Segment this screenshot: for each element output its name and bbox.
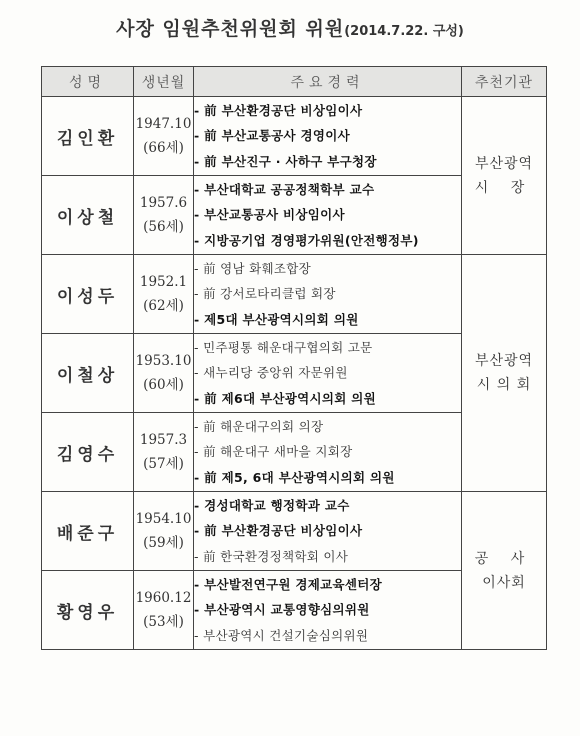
recommending-agency <box>462 492 547 650</box>
agency-line1: 부산광역 <box>474 353 534 369</box>
table-row <box>42 492 547 571</box>
member-career <box>194 492 462 571</box>
career-item: - 부산발전연구원 경제교육센터장 <box>194 576 383 592</box>
agency-line1: 공 사 <box>474 550 534 567</box>
header-name: 성명 <box>42 67 134 97</box>
member-name: 김영수 <box>42 413 134 492</box>
title-date: (2014.7.22. 구성) <box>344 24 464 39</box>
career-item: - 제5대 부산광역시의회 의원 <box>194 311 359 327</box>
member-birth <box>134 255 194 334</box>
member-career <box>194 413 462 492</box>
birth-date: 1957.6 <box>139 195 188 211</box>
birth-date: 1953.10 <box>135 353 192 369</box>
header-career: 주요경력 <box>194 67 462 97</box>
birth-date: 1957.3 <box>139 432 188 448</box>
career-item: - 경성대학교 행정학과 교수 <box>194 497 350 513</box>
member-name: 이상철 <box>42 176 134 255</box>
title-main: 사장 임원추천위원회 위원 <box>116 18 345 40</box>
career-item: - 前 제5, 6대 부산광역시의회 의원 <box>194 469 395 485</box>
career-item: - 前 강서로타리클럽 회장 <box>194 286 336 302</box>
member-career <box>194 571 462 650</box>
header-birth: 생년월 <box>134 67 194 97</box>
agency-line2: 이사회 <box>482 574 526 591</box>
committee-table <box>41 66 547 650</box>
member-age: (60세) <box>143 377 184 393</box>
career-item: - 민주평통 해운대구협의회 고문 <box>194 339 373 355</box>
career-item: - 지방공기업 경영평가위원(안전행정부) <box>194 232 419 248</box>
career-item: - 前 영남 화훼조합장 <box>194 260 312 276</box>
member-name: 황영우 <box>42 571 134 650</box>
header-row <box>42 67 547 97</box>
member-birth <box>134 492 194 571</box>
agency-line2: 시 의 회 <box>476 377 532 393</box>
member-age: (53세) <box>143 614 184 630</box>
birth-date: 1954.10 <box>135 511 192 527</box>
career-item: - 부산교통공사 비상임이사 <box>194 207 345 223</box>
member-career <box>194 97 462 176</box>
member-age: (66세) <box>143 140 184 156</box>
table-row <box>42 97 547 176</box>
member-name: 이성두 <box>42 255 134 334</box>
table-row <box>42 255 547 334</box>
member-name: 이철상 <box>42 334 134 413</box>
header-agency: 추천기관 <box>462 67 547 97</box>
member-birth <box>134 97 194 176</box>
career-item: - 前 한국환경정책학회 이사 <box>194 548 349 564</box>
member-age: (57세) <box>143 456 184 472</box>
career-item: - 前 부산진구 · 사하구 부구청장 <box>194 153 377 169</box>
member-age: (59세) <box>143 535 184 551</box>
member-birth <box>134 176 194 255</box>
career-item: - 새누리당 중앙위 자문위원 <box>194 365 348 381</box>
member-birth <box>134 571 194 650</box>
birth-date: 1952.1 <box>139 274 188 290</box>
career-item: - 前 제6대 부산광역시의회 의원 <box>194 390 377 406</box>
recommending-agency <box>462 255 547 492</box>
birth-date: 1947.10 <box>135 116 192 132</box>
career-item: - 前 부산환경공단 비상임이사 <box>194 523 363 539</box>
career-item: - 부산광역시 교통영향심의위원 <box>194 602 370 618</box>
agency-line1: 부산광역 <box>474 155 534 172</box>
birth-date: 1960.12 <box>135 590 192 606</box>
career-item: - 부산대학교 공공정책학부 교수 <box>194 181 375 197</box>
career-item: - 부산광역시 건설기술심의위원 <box>194 627 369 643</box>
member-name: 배준구 <box>42 492 134 571</box>
member-career <box>194 255 462 334</box>
career-item: - 前 해운대구 새마을 지회장 <box>194 444 353 460</box>
member-birth <box>134 334 194 413</box>
career-item: - 前 부산환경공단 비상임이사 <box>194 102 363 118</box>
member-career <box>194 176 462 255</box>
member-name: 김인환 <box>42 97 134 176</box>
agency-line2: 시 장 <box>474 179 534 196</box>
career-item: - 前 해운대구의회 의장 <box>194 418 324 434</box>
member-age: (56세) <box>143 219 184 235</box>
member-age: (62세) <box>143 298 184 314</box>
document-title <box>0 14 580 41</box>
career-item: - 前 부산교통공사 경영이사 <box>194 128 350 144</box>
member-birth <box>134 413 194 492</box>
member-career <box>194 334 462 413</box>
recommending-agency <box>462 97 547 255</box>
